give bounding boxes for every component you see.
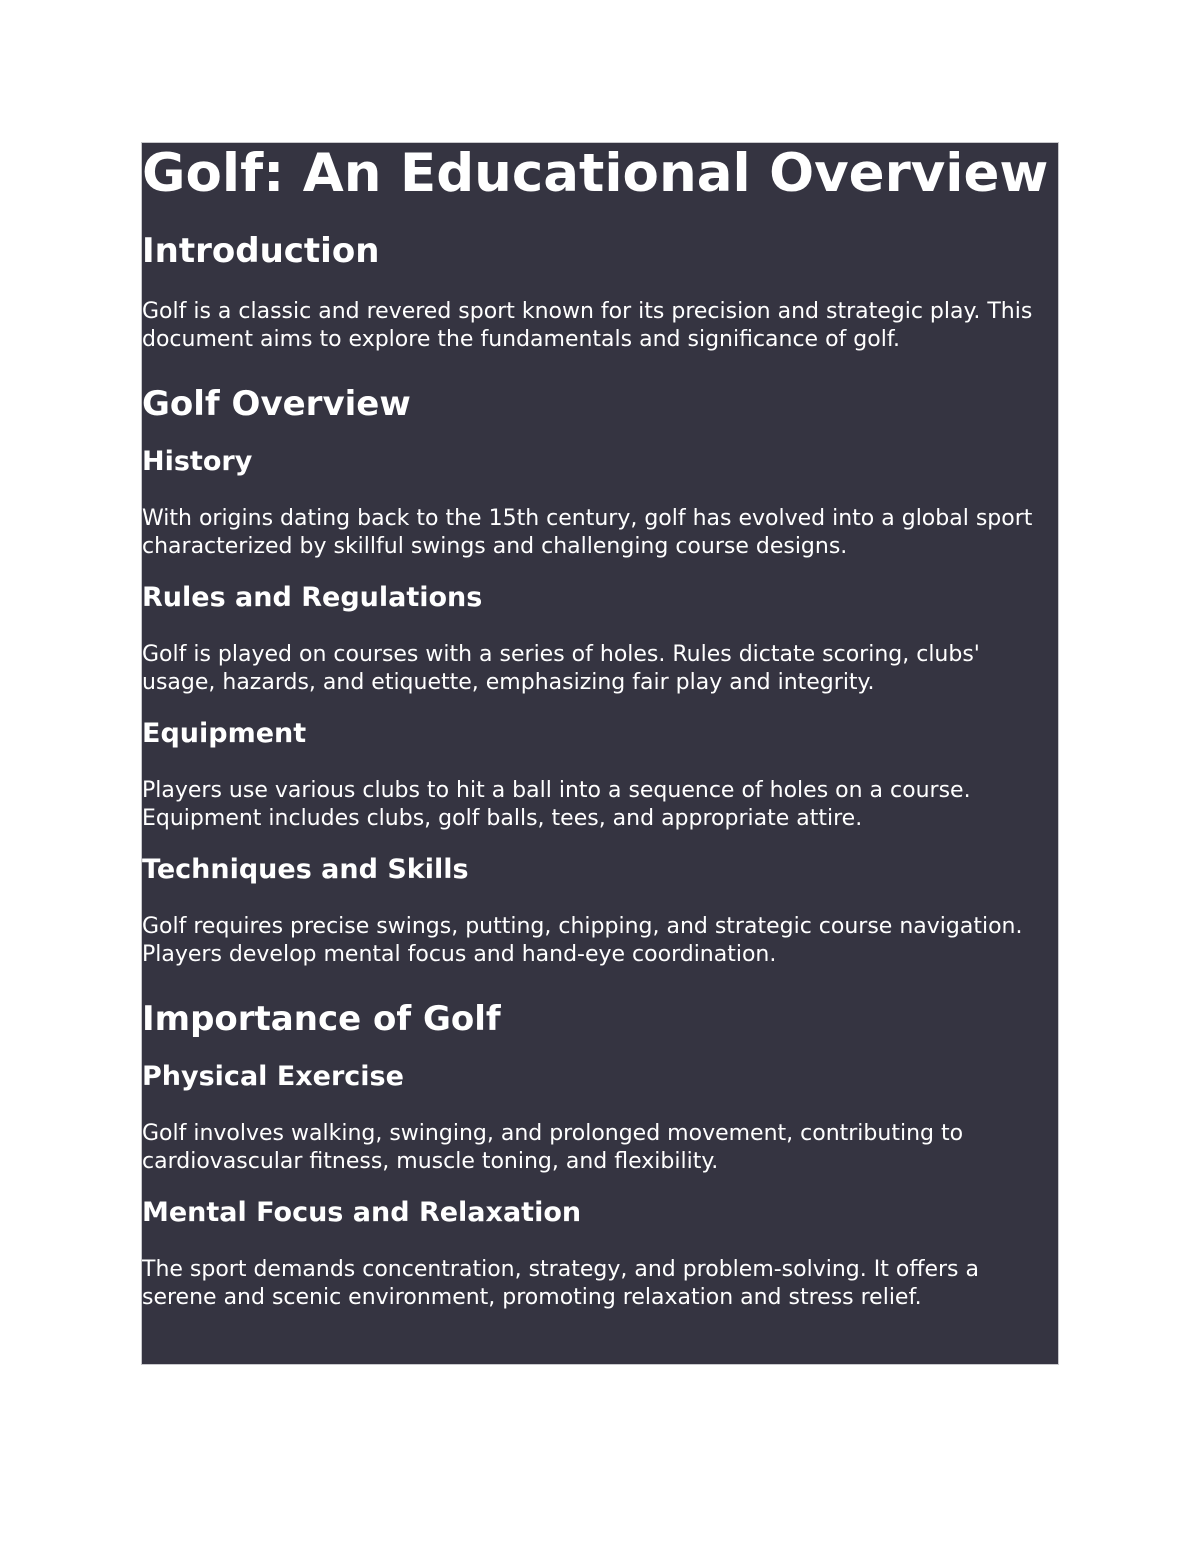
subsection-heading-techniques: Techniques and Skills [142,854,469,885]
section-heading-golf-overview: Golf Overview [142,384,411,424]
mental-focus-paragraph: The sport demands concentration, strategy, and problem-solving. It offers a serene and scenic environment, promoting relaxation and stress relief. [142,1257,979,1310]
introduction-paragraph: Golf is a classic and revered sport known for its precision and strategic play. This document aims to explore the fundamentals and significance of golf. [142,299,1033,352]
subsection-heading-rules: Rules and Regulations [142,582,483,613]
section-heading-importance: Importance of Golf [142,999,501,1039]
document-title: Golf: An Educational Overview [142,143,1049,204]
subsection-heading-history: History [142,446,253,477]
section-heading-introduction: Introduction [142,231,380,271]
subsection-heading-mental-focus: Mental Focus and Relaxation [142,1197,582,1228]
document-body [142,143,1058,1311]
rules-paragraph: Golf is played on courses with a series of holes. Rules dictate scoring, clubs' usage, hazards, and etiquette, emphasizing fair play and integrity. [142,642,980,695]
physical-exercise-paragraph: Golf involves walking, swinging, and prolonged movement, contributing to cardiovascular fitness, muscle toning, and flexibility. [142,1121,964,1174]
history-paragraph: With origins dating back to the 15th century, golf has evolved into a global sport characterized by skillful swings and challenging course designs. [142,506,1033,559]
subsection-heading-equipment: Equipment [142,718,307,749]
document-content-block [141,142,1059,1365]
equipment-paragraph: Players use various clubs to hit a ball into a sequence of holes on a course. Equipment includes clubs, golf balls, tees, and appropriate attire. [142,778,971,831]
subsection-heading-physical-exercise: Physical Exercise [142,1061,404,1092]
techniques-paragraph: Golf requires precise swings, putting, chipping, and strategic course navigation. Players develop mental focus and hand-eye coordination. [142,914,1023,967]
